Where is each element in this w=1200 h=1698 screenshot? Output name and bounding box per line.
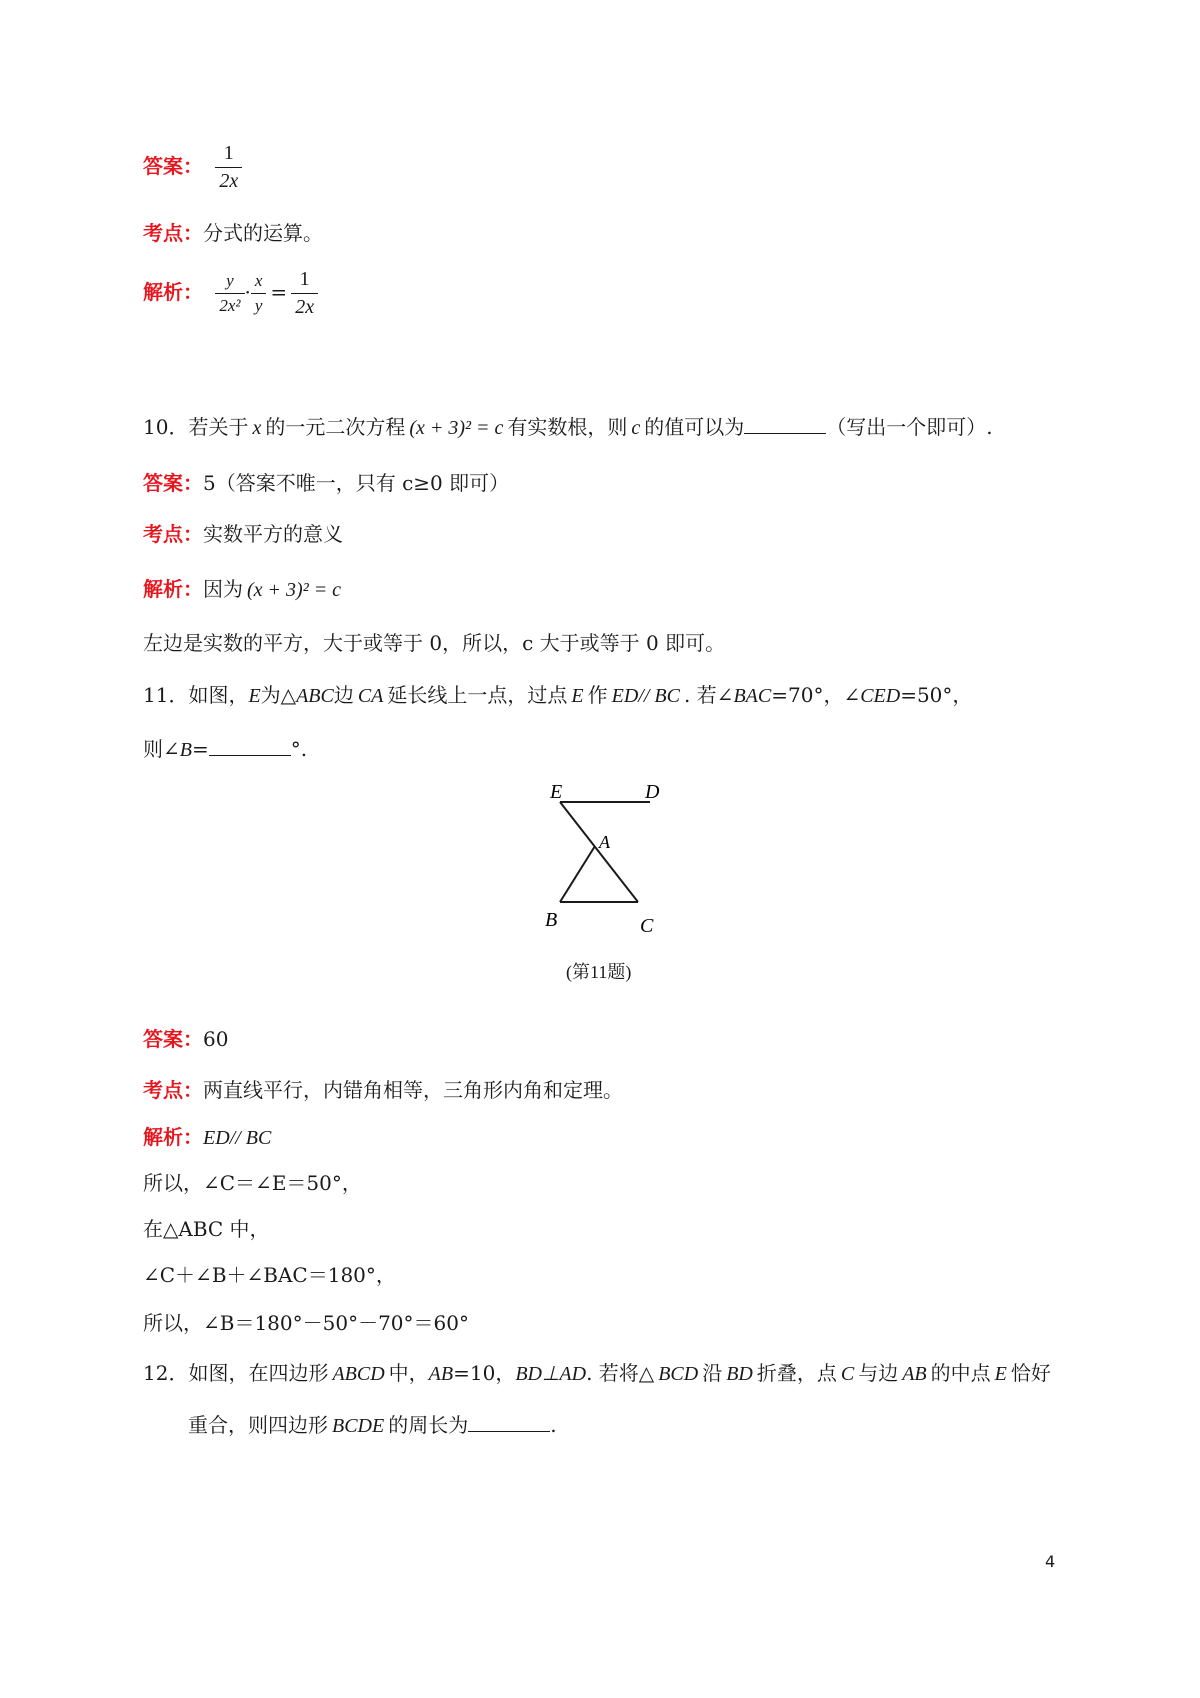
q9-point: 考点：分式的运算。 <box>143 221 323 245</box>
q11-figure <box>540 780 680 940</box>
q11-analysis: 解析：ED// BC <box>143 1125 272 1149</box>
figure-caption: (第11题) <box>566 962 632 982</box>
q9-answer: 答案： $\frac{1}{2x}$ <box>143 142 242 193</box>
label-A: A <box>599 832 610 852</box>
q11-analysis-line5: 所以，∠B＝180°－50°－70°＝60° <box>143 1311 469 1335</box>
q9-analysis: 解析： $\frac{y}{\text{2x²}}$ · $\frac{x}{y}$ = $\frac{1}{2x}$ <box>143 268 318 319</box>
answer-label: 答案 <box>143 154 183 178</box>
answer-blank <box>744 415 826 434</box>
q12-stem-line2: 重合，则四边形 BCDE 的周长为 . <box>188 1413 557 1437</box>
label-C: C <box>640 915 654 937</box>
q10-answer: 答案：5（答案不唯一，只有 c≥0 即可） <box>143 471 510 495</box>
q11-analysis-line2: 所以，∠C＝∠E＝50°， <box>143 1171 362 1195</box>
fraction-y-over-2x2: $\frac{y}{\text{2x²}}$ <box>215 271 244 316</box>
segment-BA <box>560 846 595 902</box>
segment-EC <box>560 802 638 902</box>
q12-stem: 12．如图，在四边形 ABCD 中，AB=10，BD⊥AD. 若将△ BCD 沿 BD 折叠，点 C 与边 AB 的中点 E 恰好 <box>143 1361 1051 1385</box>
q11-analysis-line3: 在△ABC 中， <box>143 1217 270 1241</box>
q11-answer: 答案：60 <box>143 1027 229 1051</box>
q11-stem-line2: 则∠B= °. <box>143 737 308 761</box>
q10-equation: (x + 3)² = c <box>409 417 504 439</box>
label-E: E <box>550 781 563 803</box>
q11-analysis-line4: ∠C＋∠B＋∠BAC＝180°， <box>143 1263 396 1287</box>
q10-point: 考点：实数平方的意义 <box>143 522 343 546</box>
answer-blank <box>468 1413 550 1432</box>
answer-blank <box>209 737 291 756</box>
q10-stem: 10．若关于 x 的一元二次方程 (x + 3)² = c 有实数根，则 c 的值可以为 （写出一个即可）. <box>143 415 993 439</box>
answer-fraction: $\frac{1}{2x}$ <box>215 142 242 193</box>
q10-analysis: 解析：因为 (x + 3)² = c <box>143 577 342 601</box>
page-number: 4 <box>1045 1552 1056 1571</box>
fraction-x-over-y: $\frac{x}{y}$ <box>251 271 267 316</box>
label-B: B <box>545 909 558 931</box>
q11-stem: 11．如图，E为△ABC边 CA 延长线上一点，过点 E 作 ED// BC . 若∠BAC=70°，∠CED=50°， <box>143 683 973 707</box>
label-D: D <box>645 781 660 803</box>
fraction-1-over-2x: $\frac{1}{2x}$ <box>291 268 318 319</box>
q10-analysis-line2: 左边是实数的平方，大于或等于 0，所以，c 大于或等于 0 即可。 <box>143 631 726 655</box>
q11-point: 考点：两直线平行，内错角相等，三角形内角和定理。 <box>143 1078 623 1102</box>
